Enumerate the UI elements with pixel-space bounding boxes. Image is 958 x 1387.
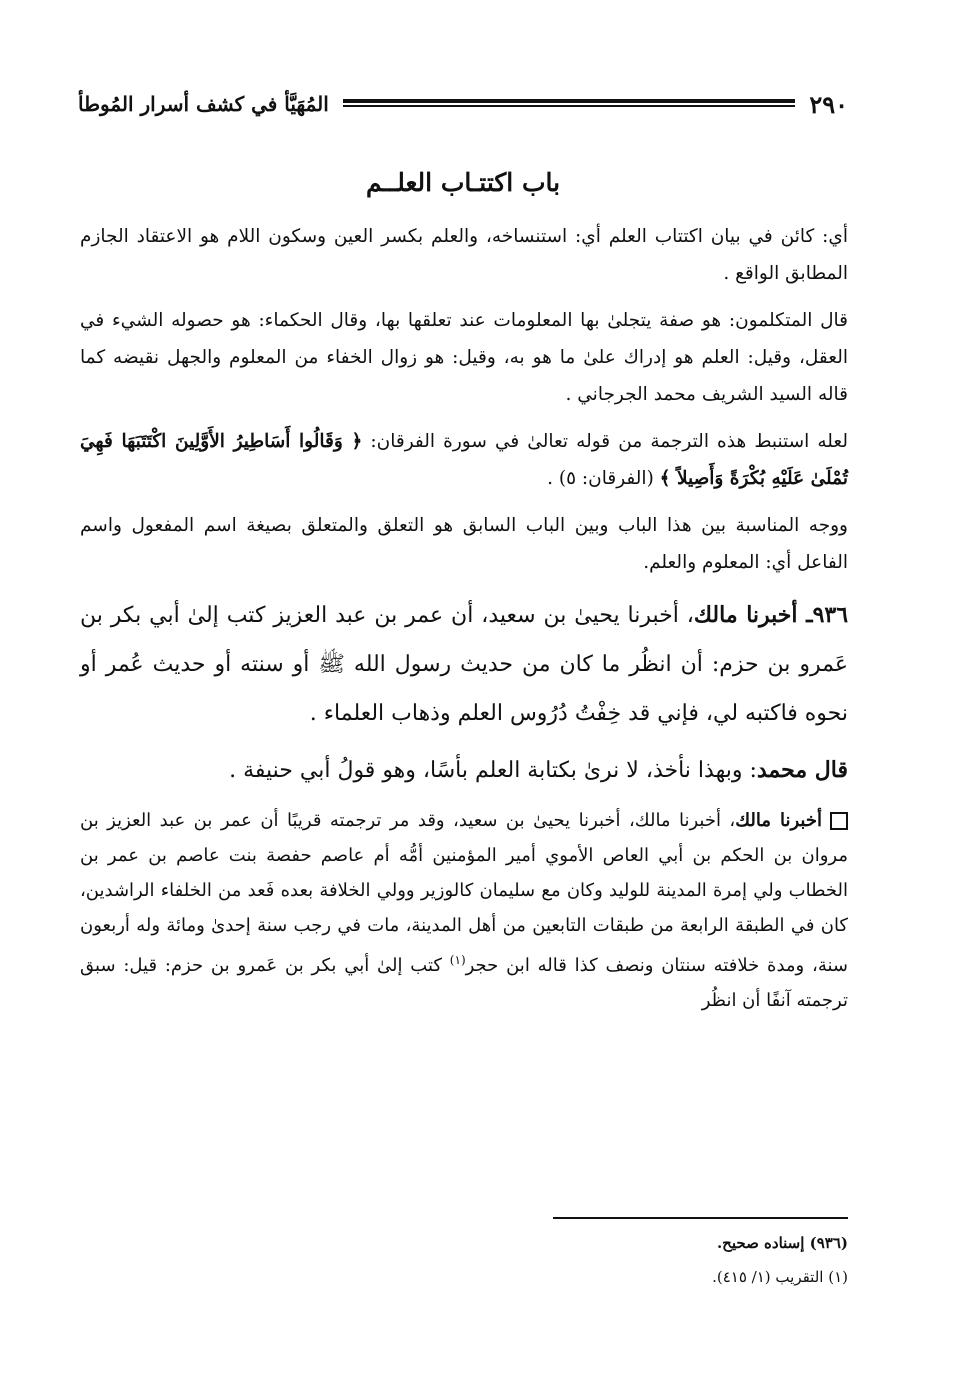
page-number: ٢٩٠ (809, 89, 848, 119)
page-header (78, 84, 848, 124)
footnote-ref: (١) (449, 953, 466, 967)
running-title: المُهَيَّأ في كشف أسرار المُوطأ (78, 92, 329, 116)
muhammad-body: : وبهذا نأخذ، لا نرىٰ بكتابة العلم بأسًا، وهو قولُ أبي حنيفة . (229, 758, 757, 783)
header-rule (343, 99, 795, 109)
commentary-paragraph (80, 803, 848, 1018)
quran-verse: ﴿ وَقَالُوا أَسَاطِيرُ الأَوَّلِينَ اكْتَتَبَهَا فَهِيَ تُمْلَىٰ عَلَيْهِ بُكْرَةً وَأَصِيلاً ﴾ (80, 431, 848, 489)
square-marker-icon (830, 812, 848, 830)
commentary-text-b: كتب إلىٰ أبي بكر بن عَمرو بن حزم: قيل: سبق ترجمته آنفًا أن انظُر (80, 955, 848, 1011)
footnote-separator (553, 1217, 848, 1219)
verse-reference: (الفرقان: ٥) . (547, 468, 660, 489)
muhammad-lead: قال محمد (756, 757, 848, 783)
page-body (80, 218, 848, 1018)
intro-paragraph-3 (80, 423, 848, 497)
muhammad-statement (80, 746, 848, 795)
footnote-2: (١) التقريب (١/ ٤١٥). (712, 1268, 848, 1286)
chapter-title: باب اكتتـاب العلــم (365, 168, 561, 197)
intro-paragraph-2: قال المتكلمون: هو صفة يتجلىٰ بها المعلومات عند تعلقها بها، وقال الحكماء: هو حصوله الشيء في العقل، وقيل: العلم هو إدراك علىٰ ما هو به، وقيل: هو زوال الخفاء من المعلوم والجهل نقيضه كما قاله السيد الشريف محمد الجرجاني . (80, 310, 848, 405)
commentary-lead: أخبرنا مالك (735, 810, 822, 831)
hadith-text (80, 591, 848, 738)
footnotes (248, 1226, 848, 1294)
footnote-1: (٩٣٦) إسناده صحيح. (716, 1234, 848, 1252)
intro-paragraph-4: ووجه المناسبة بين هذا الباب وبين الباب السابق هو التعلق والمتعلق بصيغة اسم المفعول واسم الفاعل أي: المعلوم والعلم. (80, 515, 848, 573)
hadith-body: ، أخبرنا يحيىٰ بن سعيد، أن عمر بن عبد العزيز كتب إلىٰ أبي بكر بن عَمرو بن حزم: أن انظُر ما كان من حديث رسول الله ﷺ أو سنته أو حديث عُمر أو نحوه فاكتبه لي، فإني قد خِفْتُ دُرُوس العلم وذهاب العلماء . (80, 603, 848, 726)
hadith-number-lead: ٩٣٦ـ أخبرنا مالك (693, 602, 849, 628)
intro-text: لعله استنبط هذه الترجمة من قوله تعالىٰ في سورة الفرقان: (362, 431, 848, 452)
commentary-text-a: ، أخبرنا مالك، أخبرنا يحيىٰ بن سعيد، وقد مر ترجمته قريبًا أن عمر بن عبد العزيز بن مروان بن الحكم بن أبي العاص الأموي أمير المؤمنين أمُّه أم عاصم حفصة بنت عاصم بن عمر بن الخطاب ولي إمرة المدينة للوليد وكان مع سليمان كالوزير وولي الخلافة بعده فَعد من الخلفاء الراشدين، كان في الطبقة الرابعة من طبقات التابعين من أهل المدينة، مات في رجب سنة إحدىٰ ومائة وله أربعون سنة، ومدة خلافته سنتان ونصف كذا قاله ابن حجر (80, 810, 848, 976)
intro-paragraph-1: أي: كائن في بيان اكتتاب العلم أي: استنساخه، والعلم بكسر العين وسكون اللام هو الاعتقاد الجازم المطابق الواقع . (80, 226, 848, 284)
